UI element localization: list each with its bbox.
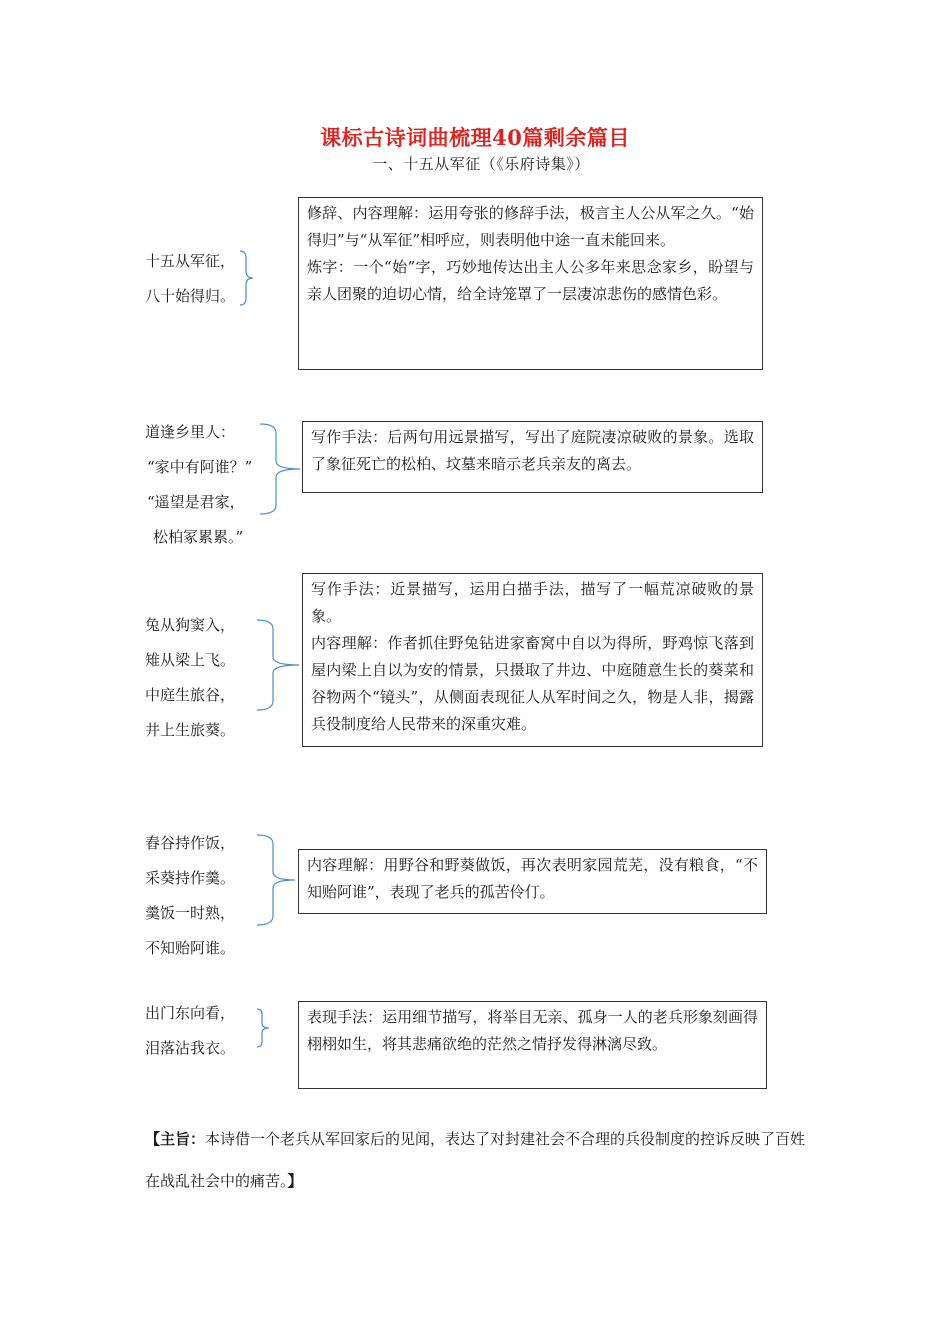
annotation-text: 写作手法：后两句用远景描写，写出了庭院凄凉破败的景象。选取了象征死亡的松柏、坟墓来暗示老兵亲友的离去。 (311, 428, 754, 473)
poem-line: 羹饭一时熟， (145, 904, 236, 922)
poem-heading: 一、十五从军征（《乐府诗集》） (372, 155, 590, 173)
poem-line: “家中有阿谁？” (147, 458, 253, 476)
poem-stanza-4 (145, 826, 235, 966)
annotation-box-4 (298, 849, 767, 914)
poem-line: 泪落沾我衣。 (145, 1039, 236, 1057)
annotation-box-5 (298, 1001, 767, 1089)
poem-line: 十五从军征， (145, 252, 236, 270)
annotation-text: 内容理解：作者抓住野兔钻进家畜窝中自以为得所，野鸡惊飞落到屋内梁上自以为安的情景，只摄取了井边、中庭随意生长的葵菜和谷物两个“镜头”，从侧面表现征人从军时间之久，物是人非，揭露兵役制度给人民带来的深重灾难。 (311, 634, 754, 733)
brace-connector-4 (255, 834, 297, 926)
brace-connector-1 (238, 250, 258, 306)
poem-line: 道逢乡里人： (145, 423, 236, 441)
theme-bracket-close: 】 (287, 1172, 303, 1190)
annotation-text: 内容理解：用野谷和野葵做饭，再次表明家园荒芜，没有粮食，“不知贻阿谁”，表现了老兵的孤苦伶仃。 (307, 856, 758, 901)
poem-line: “遥望是君家， (147, 493, 245, 511)
poem-line: 出门东向看， (145, 1004, 236, 1022)
theme-summary (145, 1118, 815, 1202)
poem-line: 雉从梁上飞。 (145, 651, 236, 669)
brace-connector-5 (255, 1008, 273, 1048)
annotation-text: 修辞、内容理解：运用夸张的修辞手法，极言主人公从军之久。“始得归”与“从军征”相呼应，则表明他中途一直未能回来。 (307, 204, 754, 249)
annotation-text: 写作手法：近景描写，运用白描手法，描写了一幅荒凉破败的景象。 (311, 580, 754, 625)
annotation-box-3 (302, 573, 763, 747)
brace-connector-2 (258, 423, 302, 515)
poem-line: 八十始得归。 (145, 287, 236, 305)
poem-line: 舂谷持作饭， (145, 834, 236, 852)
annotation-text: 表现手法：运用细节描写，将举目无亲、孤身一人的老兵形象刻画得栩栩如生，将其悲痛欲绝的茫然之情抒发得淋漓尽致。 (307, 1008, 758, 1053)
annotation-text: 炼字：一个“始”字，巧妙地传达出主人公多年来思念家乡，盼望与亲人团聚的迫切心情，给全诗笼罩了一层凄凉悲伤的感情色彩。 (307, 258, 754, 303)
poem-stanza-3 (145, 608, 235, 748)
poem-line: 不知贻阿谁。 (145, 939, 236, 957)
theme-text: 本诗借一个老兵从军回家后的见闻，表达了对封建社会不合理的兵役制度的控诉反映了百姓在战乱社会中的痛苦。 (145, 1130, 806, 1190)
document-title: 课标古诗词曲梳理40篇剩余篇目 (320, 125, 630, 150)
theme-bracket-open: 【主旨： (145, 1130, 206, 1148)
poem-line: 兔从狗窦入， (145, 616, 236, 634)
brace-connector-3 (255, 619, 301, 711)
poem-line: 松柏冢累累。” (153, 528, 244, 546)
poem-stanza-1 (145, 244, 235, 314)
poem-stanza-2 (145, 415, 252, 555)
poem-line: 采葵持作羹。 (145, 869, 236, 887)
poem-stanza-5 (145, 996, 235, 1066)
poem-line: 井上生旅葵。 (145, 721, 236, 739)
poem-line: 中庭生旅谷， (145, 686, 236, 704)
annotation-box-1 (298, 197, 763, 370)
annotation-box-2 (302, 421, 763, 493)
